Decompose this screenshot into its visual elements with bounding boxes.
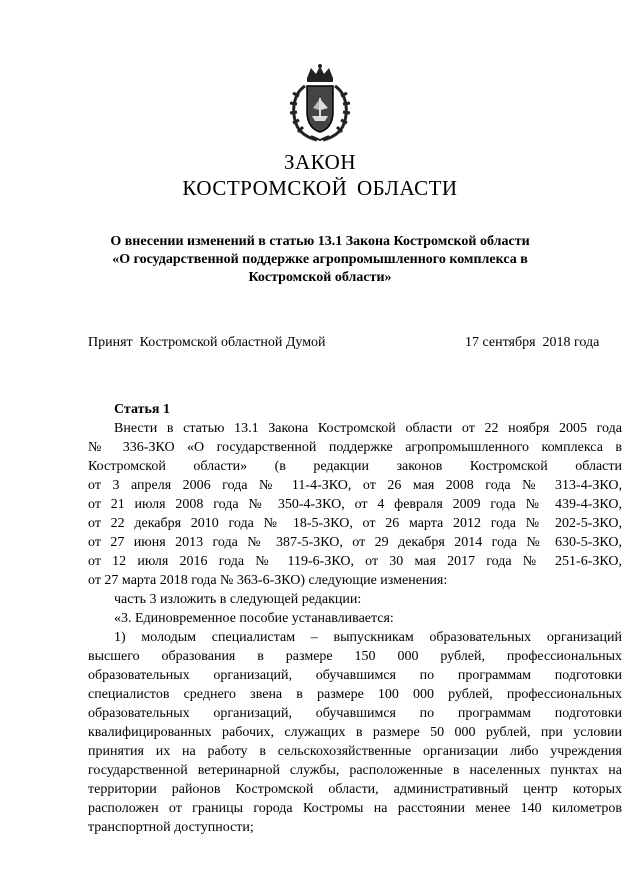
body-line: часть 3 изложить в следующей редакции: bbox=[114, 592, 362, 607]
document-type-title: ЗАКОН bbox=[283, 150, 356, 174]
body-line: территории районов Костромской области, административный центр которых bbox=[88, 782, 622, 797]
adoption-date: 17 сентября 2018 года bbox=[465, 335, 600, 350]
body-line: образовательных организаций, обучавшимся по программам подготовки bbox=[88, 668, 622, 683]
body-line: принятия их на работу в сельскохозяйственные организации либо учреждения bbox=[88, 744, 622, 759]
coat-of-arms-icon bbox=[287, 64, 353, 142]
subject-line: «О государственной поддержке агропромышленного комплекса в bbox=[112, 252, 528, 267]
body-line: от 27 июня 2013 года № 387-5-ЗКО, от 29 декабря 2014 года № 630-5-ЗКО, bbox=[88, 535, 622, 550]
body-line: от 3 апреля 2006 года № 11-4-ЗКО, от 26 мая 2008 года № 313-4-ЗКО, bbox=[88, 478, 622, 493]
article-body bbox=[88, 419, 622, 837]
body-line: специалистов среднего звена в размере 100 000 рублей, профессиональных bbox=[88, 687, 622, 702]
adopted-by-text: Принят Костромской областной Думой bbox=[88, 335, 326, 350]
body-line: транспортной доступности; bbox=[88, 820, 254, 835]
subject-line: О внесении изменений в статью 13.1 Закона Костромской области bbox=[110, 234, 530, 249]
subject-line: Костромской области» bbox=[248, 270, 392, 285]
body-line: «3. Единовременное пособие устанавливается: bbox=[114, 611, 394, 626]
body-line: квалифицированных рабочих, служащих в размере 50 000 рублей, при условии bbox=[88, 725, 622, 740]
body-line: от 27 марта 2018 года № 363-6-ЗКО) следующие изменения: bbox=[88, 573, 448, 588]
body-line: № 336-ЗКО «О государственной поддержке агропромышленного комплекса в bbox=[88, 440, 622, 455]
body-line: Костромской области» (в редакции законов Костромской области bbox=[88, 459, 622, 474]
body-line: 1) молодым специалистам – выпускникам образовательных организаций bbox=[114, 630, 622, 645]
region-title: КОСТРОМСКОЙ ОБЛАСТИ bbox=[182, 176, 458, 200]
body-line: расположен от границы города Костромы на расстоянии менее 140 километров bbox=[88, 801, 622, 816]
body-line: от 21 июля 2008 года № 350-4-ЗКО, от 4 февраля 2009 года № 439-4-ЗКО, bbox=[88, 497, 622, 512]
article-heading: Статья 1 bbox=[114, 402, 170, 417]
body-line: образовательных организаций, обучавшимся по программам подготовки bbox=[88, 706, 622, 721]
body-line: Внести в статью 13.1 Закона Костромской области от 22 ноября 2005 года bbox=[114, 421, 622, 436]
body-line: высшего образования в размере 150 000 рублей, профессиональных bbox=[88, 649, 622, 664]
body-line: от 12 июля 2016 года № 119-6-ЗКО, от 30 мая 2017 года № 251-6-ЗКО, bbox=[88, 554, 622, 569]
body-line: государственной ветеринарной службы, расположенные в населенных пунктах на bbox=[88, 763, 622, 778]
body-line: от 22 декабря 2010 года № 18-5-ЗКО, от 26 марта 2012 года № 202-5-ЗКО, bbox=[88, 516, 622, 531]
